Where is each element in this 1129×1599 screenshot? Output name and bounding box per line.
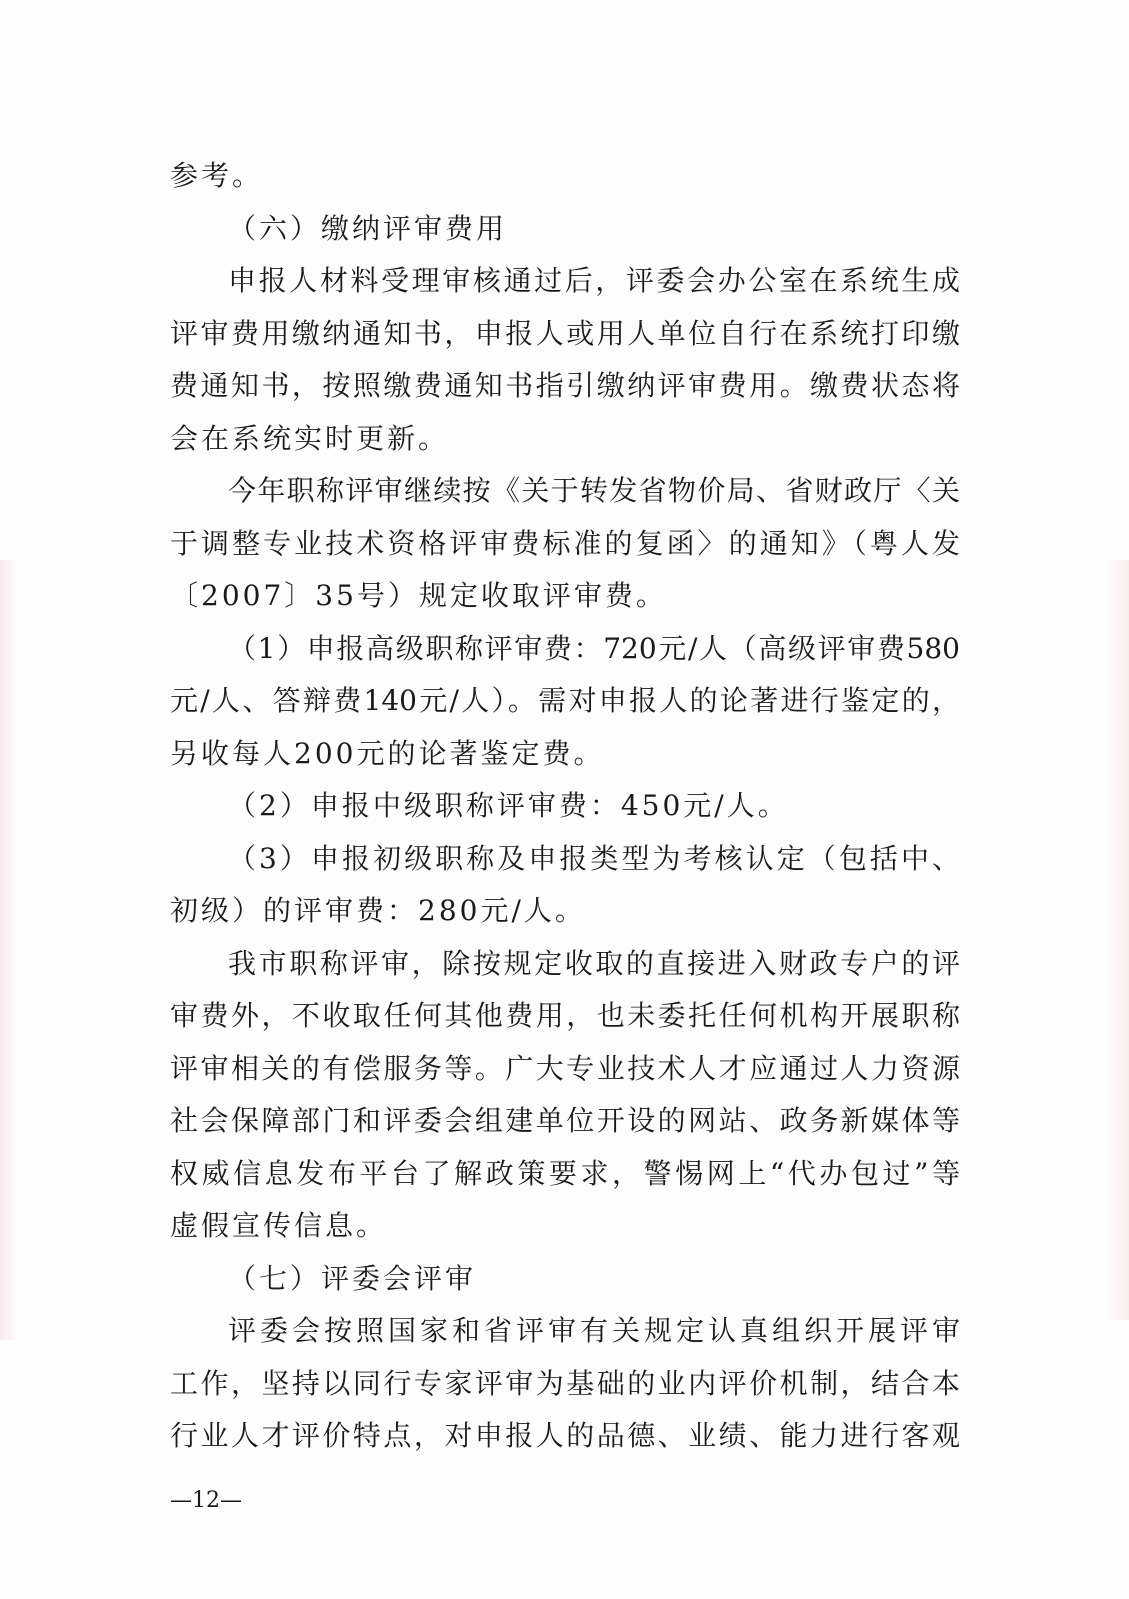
- text-line: 参考。: [170, 159, 264, 192]
- section-heading-six: （六）缴纳评审费用: [228, 211, 508, 245]
- text-line: 评委会按照国家和省评审有关规定认真组织开展评审: [228, 1314, 960, 1347]
- text-line: 另收每人200元的论著鉴定费。: [170, 736, 605, 770]
- text-line: 今年职称评审继续按《关于转发省物价局、省财政厅〈关: [228, 474, 960, 507]
- text-line: 元/人、答辩费140元/人）。需对申报人的论著进行鉴定的，: [170, 684, 960, 717]
- fee-item-senior: （1）申报高级职称评审费：720元/人（高级评审费580: [228, 631, 960, 665]
- text-line: 工作，坚持以同行专家评审为基础的业内评价机制，结合本: [170, 1366, 960, 1400]
- fee-item-junior: （3）申报初级职称及申报类型为考核认定（包括中、: [228, 841, 960, 875]
- scan-edge-right: [1107, 560, 1129, 1320]
- text-line: 〔2007〕35号）规定收取评审费。: [170, 579, 667, 612]
- scan-edge-left: [0, 560, 18, 1340]
- text-line: 社会保障部门和评委会组建单位开设的网站、政务新媒体等: [170, 1104, 960, 1137]
- text-line: 行业人才评价特点，对申报人的品德、业绩、能力进行客观: [170, 1419, 960, 1452]
- text-line: 申报人材料受理审核通过后，评委会办公室在系统生成: [228, 264, 960, 297]
- document-body: [170, 150, 960, 1463]
- text-line: 虚假宣传信息。: [170, 1209, 388, 1242]
- fee-item-intermediate: （2）申报中级职称评审费：450元/人。: [228, 789, 789, 822]
- text-line: 评审费用缴纳通知书，申报人或用人单位自行在系统打印缴: [170, 316, 960, 350]
- text-line: 评审相关的有偿服务等。广大专业技术人才应通过人力资源: [170, 1051, 960, 1085]
- section-heading-seven: （七）评委会评审: [228, 1261, 477, 1295]
- text-line: 权威信息发布平台了解政策要求，警惕网上“代办包过”等: [170, 1156, 960, 1190]
- text-line: 初级）的评审费：280元/人。: [170, 894, 586, 927]
- text-line: 会在系统实时更新。: [170, 421, 450, 455]
- text-line: 费通知书，按照缴费通知书指引缴纳评审费用。缴费状态将: [170, 369, 960, 402]
- page-number: —12—: [170, 1488, 242, 1513]
- text-line: 于调整专业技术资格评审费标准的复函〉的通知》（粤人发: [170, 526, 960, 560]
- text-line: 我市职称评审，除按规定收取的直接进入财政专户的评: [228, 946, 960, 980]
- text-line: 审费外，不收取任何其他费用，也未委托任何机构开展职称: [170, 999, 960, 1032]
